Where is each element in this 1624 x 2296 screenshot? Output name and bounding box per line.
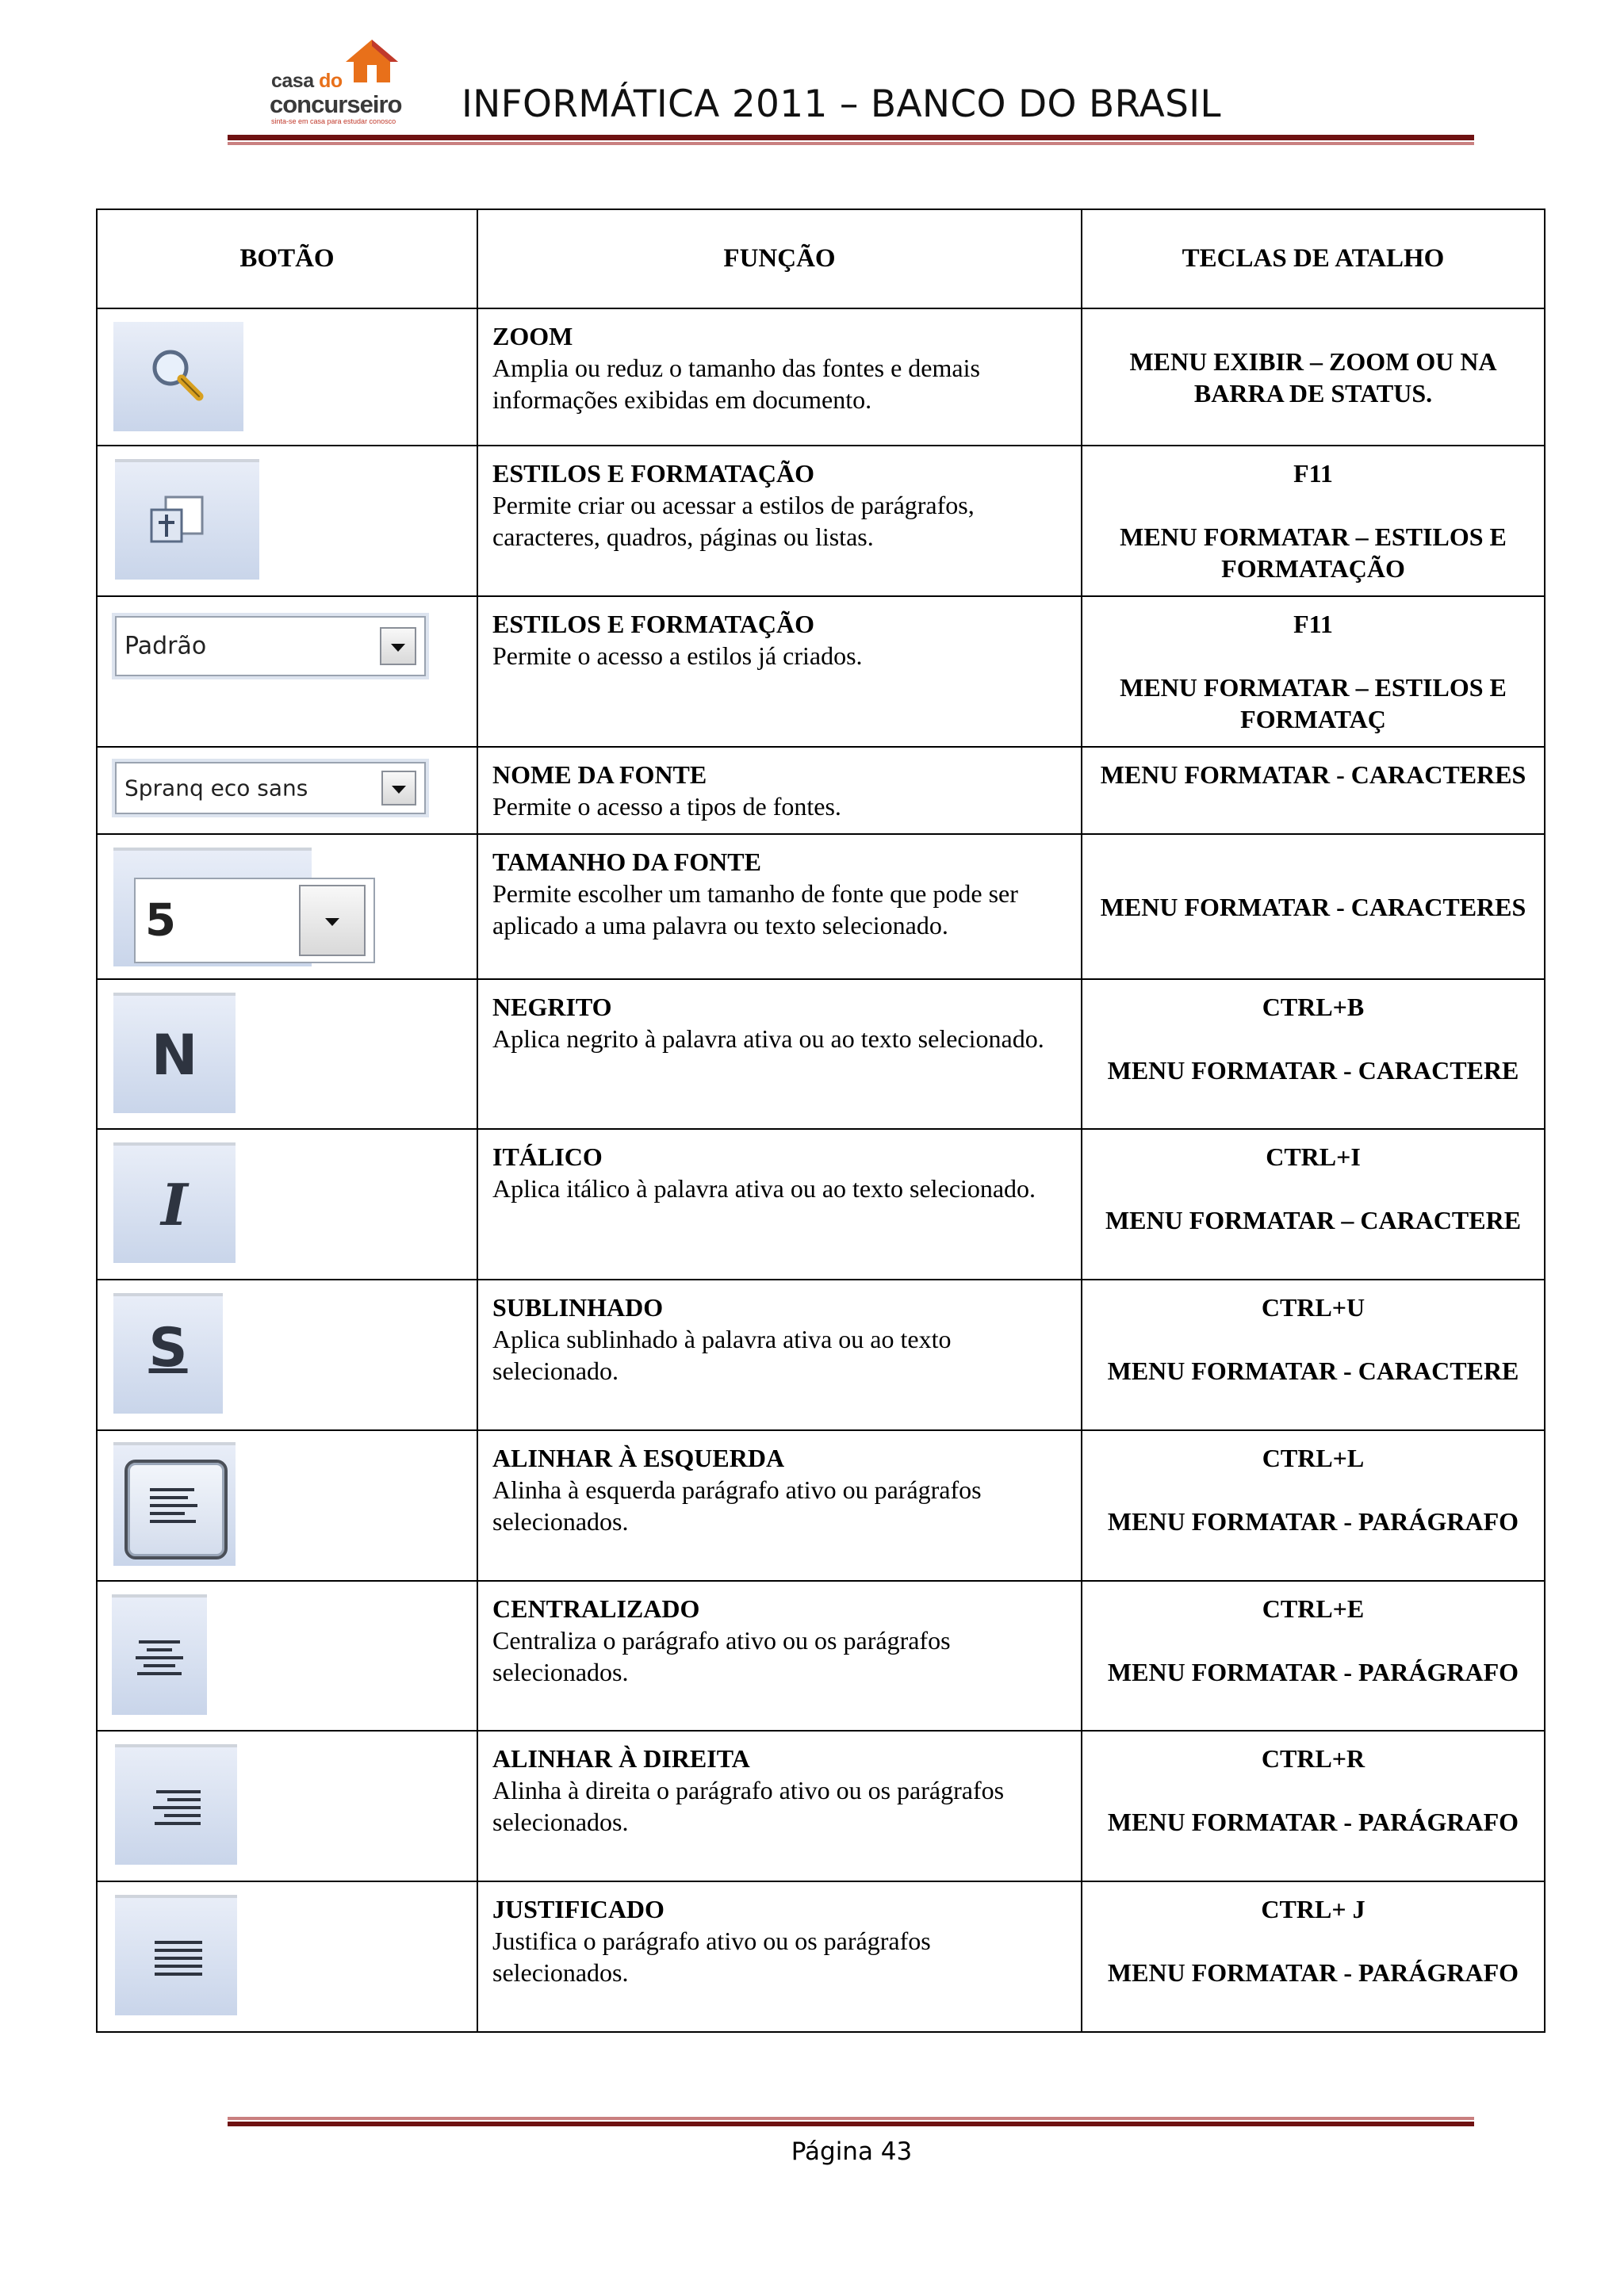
shortcut-key: F11: [1293, 610, 1333, 638]
align-center-glyph: [112, 1594, 207, 1715]
shortcut-menu: MENU FORMATAR – ESTILOS E FORMATAÇ: [1120, 673, 1507, 733]
function-cell: [477, 1581, 1082, 1731]
table-row: [97, 834, 1545, 979]
function-description: Aplica negrito à palavra ativa ou ao texto selecionado.: [492, 1024, 1044, 1053]
function-description: Permite criar ou acessar a estilos de parágrafos, caracteres, quadros, páginas ou listas.: [492, 491, 975, 551]
font-size-dropdown[interactable]: [134, 878, 375, 963]
italic-glyph: I: [161, 1171, 188, 1238]
function-name: ALINHAR À DIREITA: [492, 1744, 750, 1773]
function-description: Justifica o parágrafo ativo ou os parágrafos selecionados.: [492, 1927, 931, 1987]
logo: [268, 38, 411, 125]
function-name: ESTILOS E FORMATAÇÃO: [492, 459, 814, 488]
shortcut-cell: [1082, 979, 1545, 1129]
function-description: Aplica itálico à palavra ativa ou ao texto selecionado.: [492, 1174, 1036, 1203]
function-cell: [477, 1280, 1082, 1430]
button-cell: [97, 747, 477, 834]
table-row: [97, 1581, 1545, 1731]
table-row: [97, 1881, 1545, 2032]
shortcut-menu: MENU FORMATAR - PARÁGRAFO: [1107, 1808, 1519, 1836]
shortcut-key: CTRL+L: [1262, 1444, 1365, 1472]
button-cell: [97, 1881, 477, 2032]
table-row: [97, 446, 1545, 596]
shortcut-key: F11: [1293, 459, 1333, 488]
function-description: Aplica sublinhado à palavra ativa ou ao texto selecionado.: [492, 1325, 952, 1385]
shortcut-menu: MENU FORMATAR - CARACTERES: [1100, 760, 1526, 789]
header-rule: [228, 135, 1474, 145]
table-row: [97, 596, 1545, 747]
footer-rule: [228, 2117, 1474, 2126]
shortcut-cell: [1082, 1731, 1545, 1881]
shortcut-menu: MENU FORMATAR - PARÁGRAFO: [1107, 1507, 1519, 1536]
styles-formatting-icon[interactable]: [115, 459, 259, 580]
function-description: Amplia ou reduz o tamanho das fontes e demais informações exibidas em documento.: [492, 354, 980, 414]
header-teclas: TECLAS DE ATALHO: [1082, 209, 1545, 308]
button-cell: [97, 1731, 477, 1881]
shortcut-cell: [1082, 1430, 1545, 1581]
align-right-icon[interactable]: [115, 1744, 237, 1865]
dropdown-value: Padrão: [124, 632, 207, 660]
align-left-glyph: [113, 1442, 236, 1566]
shortcut-menu: MENU FORMATAR – ESTILOS E FORMATAÇÃO: [1120, 522, 1507, 583]
function-cell: [477, 446, 1082, 596]
button-cell: [97, 834, 477, 979]
font-size-dropdown-frame: [113, 848, 312, 966]
shortcut-menu: MENU FORMATAR - PARÁGRAFO: [1107, 1658, 1519, 1686]
bold-glyph: N: [151, 1023, 198, 1088]
shortcut-cell: [1082, 834, 1545, 979]
chevron-down-icon[interactable]: [299, 885, 366, 956]
shortcut-cell: [1082, 1881, 1545, 2032]
function-name: ALINHAR À ESQUERDA: [492, 1444, 785, 1472]
function-cell: [477, 979, 1082, 1129]
button-cell: [97, 1129, 477, 1280]
function-description: Permite o acesso a estilos já criados.: [492, 641, 863, 670]
function-description: Permite escolher um tamanho de fonte que pode ser aplicado a uma palavra ou texto selecionado.: [492, 879, 1018, 939]
table-row: [97, 1129, 1545, 1280]
shortcut-cell: [1082, 1280, 1545, 1430]
font-name-dropdown[interactable]: [115, 762, 426, 814]
function-cell: [477, 1430, 1082, 1581]
shortcut-menu: MENU FORMATAR - PARÁGRAFO: [1107, 1958, 1519, 1987]
shortcut-menu: MENU FORMATAR - CARACTERES: [1100, 892, 1526, 921]
shortcuts-table: [96, 209, 1545, 2033]
shortcut-menu: MENU FORMATAR - CARACTERE: [1107, 1357, 1519, 1385]
table-row: [97, 1280, 1545, 1430]
logo-line1: casa do: [271, 70, 343, 92]
styles-glyph: [115, 459, 259, 580]
align-center-icon[interactable]: [112, 1594, 207, 1715]
table-row: [97, 1430, 1545, 1581]
table-row: [97, 979, 1545, 1129]
function-description: Permite o acesso a tipos de fontes.: [492, 792, 841, 821]
function-cell: [477, 834, 1082, 979]
shortcut-menu: MENU FORMATAR - CARACTERE: [1107, 1056, 1519, 1085]
function-name: NOME DA FONTE: [492, 760, 707, 789]
button-cell: [97, 1280, 477, 1430]
justify-glyph: [115, 1895, 237, 2015]
header-funcao: FUNÇÃO: [477, 209, 1082, 308]
function-name: ZOOM: [492, 322, 573, 350]
function-description: Alinha à direita o parágrafo ativo ou os parágrafos selecionados.: [492, 1776, 1005, 1836]
house-logo-icon: [344, 38, 400, 84]
logo-tagline: sinta-se em casa para estudar conosco: [271, 117, 396, 125]
shortcut-cell: [1082, 1129, 1545, 1280]
style-dropdown[interactable]: [115, 616, 426, 676]
document-title: INFORMÁTICA 2011 – BANCO DO BRASIL: [462, 82, 1221, 126]
function-cell: [477, 747, 1082, 834]
function-cell: [477, 308, 1082, 446]
shortcut-cell: [1082, 308, 1545, 446]
page-number: Página 43: [791, 2137, 913, 2166]
bold-icon[interactable]: [113, 993, 236, 1113]
function-cell: [477, 596, 1082, 747]
underline-icon[interactable]: [113, 1293, 223, 1414]
magnifier-glyph: [113, 322, 243, 431]
function-cell: [477, 1129, 1082, 1280]
underline-glyph: S: [148, 1317, 188, 1380]
function-name: CENTRALIZADO: [492, 1594, 700, 1623]
align-left-icon[interactable]: [113, 1442, 236, 1566]
shortcut-key: CTRL+E: [1262, 1594, 1365, 1623]
shortcut-key: CTRL+I: [1266, 1142, 1361, 1171]
shortcut-menu: MENU FORMATAR – CARACTERE: [1105, 1206, 1522, 1234]
shortcut-text: MENU EXIBIR – ZOOM OU NA BARRA DE STATUS.: [1129, 346, 1497, 408]
table-header-row: [97, 209, 1545, 308]
table-row: [97, 308, 1545, 446]
button-cell: [97, 979, 477, 1129]
justify-icon[interactable]: [115, 1895, 237, 2015]
table-row: [97, 747, 1545, 834]
function-description: Centraliza o parágrafo ativo ou os parágrafos selecionados.: [492, 1626, 951, 1686]
function-cell: [477, 1731, 1082, 1881]
function-description: Alinha à esquerda parágrafo ativo ou parágrafos selecionados.: [492, 1475, 982, 1536]
shortcut-cell: [1082, 446, 1545, 596]
shortcut-cell: [1082, 1581, 1545, 1731]
function-name: NEGRITO: [492, 993, 612, 1021]
function-name: SUBLINHADO: [492, 1293, 664, 1322]
function-cell: [477, 1881, 1082, 2032]
align-right-glyph: [115, 1744, 237, 1865]
function-name: ESTILOS E FORMATAÇÃO: [492, 610, 814, 638]
table-row: [97, 1731, 1545, 1881]
header-botao: BOTÃO: [97, 209, 477, 308]
button-cell: [97, 446, 477, 596]
shortcut-key: CTRL+B: [1262, 993, 1365, 1021]
shortcut-key: CTRL+U: [1261, 1293, 1365, 1322]
button-cell: [97, 1430, 477, 1581]
function-name: JUSTIFICADO: [492, 1895, 665, 1923]
function-name: TAMANHO DA FONTE: [492, 848, 761, 876]
button-cell: [97, 1581, 477, 1731]
chevron-down-icon[interactable]: [380, 627, 416, 665]
shortcut-cell: [1082, 596, 1545, 747]
button-cell: [97, 596, 477, 747]
button-cell: [97, 308, 477, 446]
shortcut-key: CTRL+ J: [1261, 1895, 1365, 1923]
dropdown-value: Spranq eco sans: [124, 775, 308, 802]
logo-line2: concurseiro: [270, 90, 402, 118]
zoom-icon[interactable]: [113, 322, 243, 431]
function-name: ITÁLICO: [492, 1142, 603, 1171]
shortcut-cell: [1082, 747, 1545, 834]
shortcut-key: CTRL+R: [1261, 1744, 1365, 1773]
dropdown-value: 5: [145, 894, 176, 947]
chevron-down-icon[interactable]: [381, 771, 416, 806]
italic-icon[interactable]: [113, 1142, 236, 1263]
